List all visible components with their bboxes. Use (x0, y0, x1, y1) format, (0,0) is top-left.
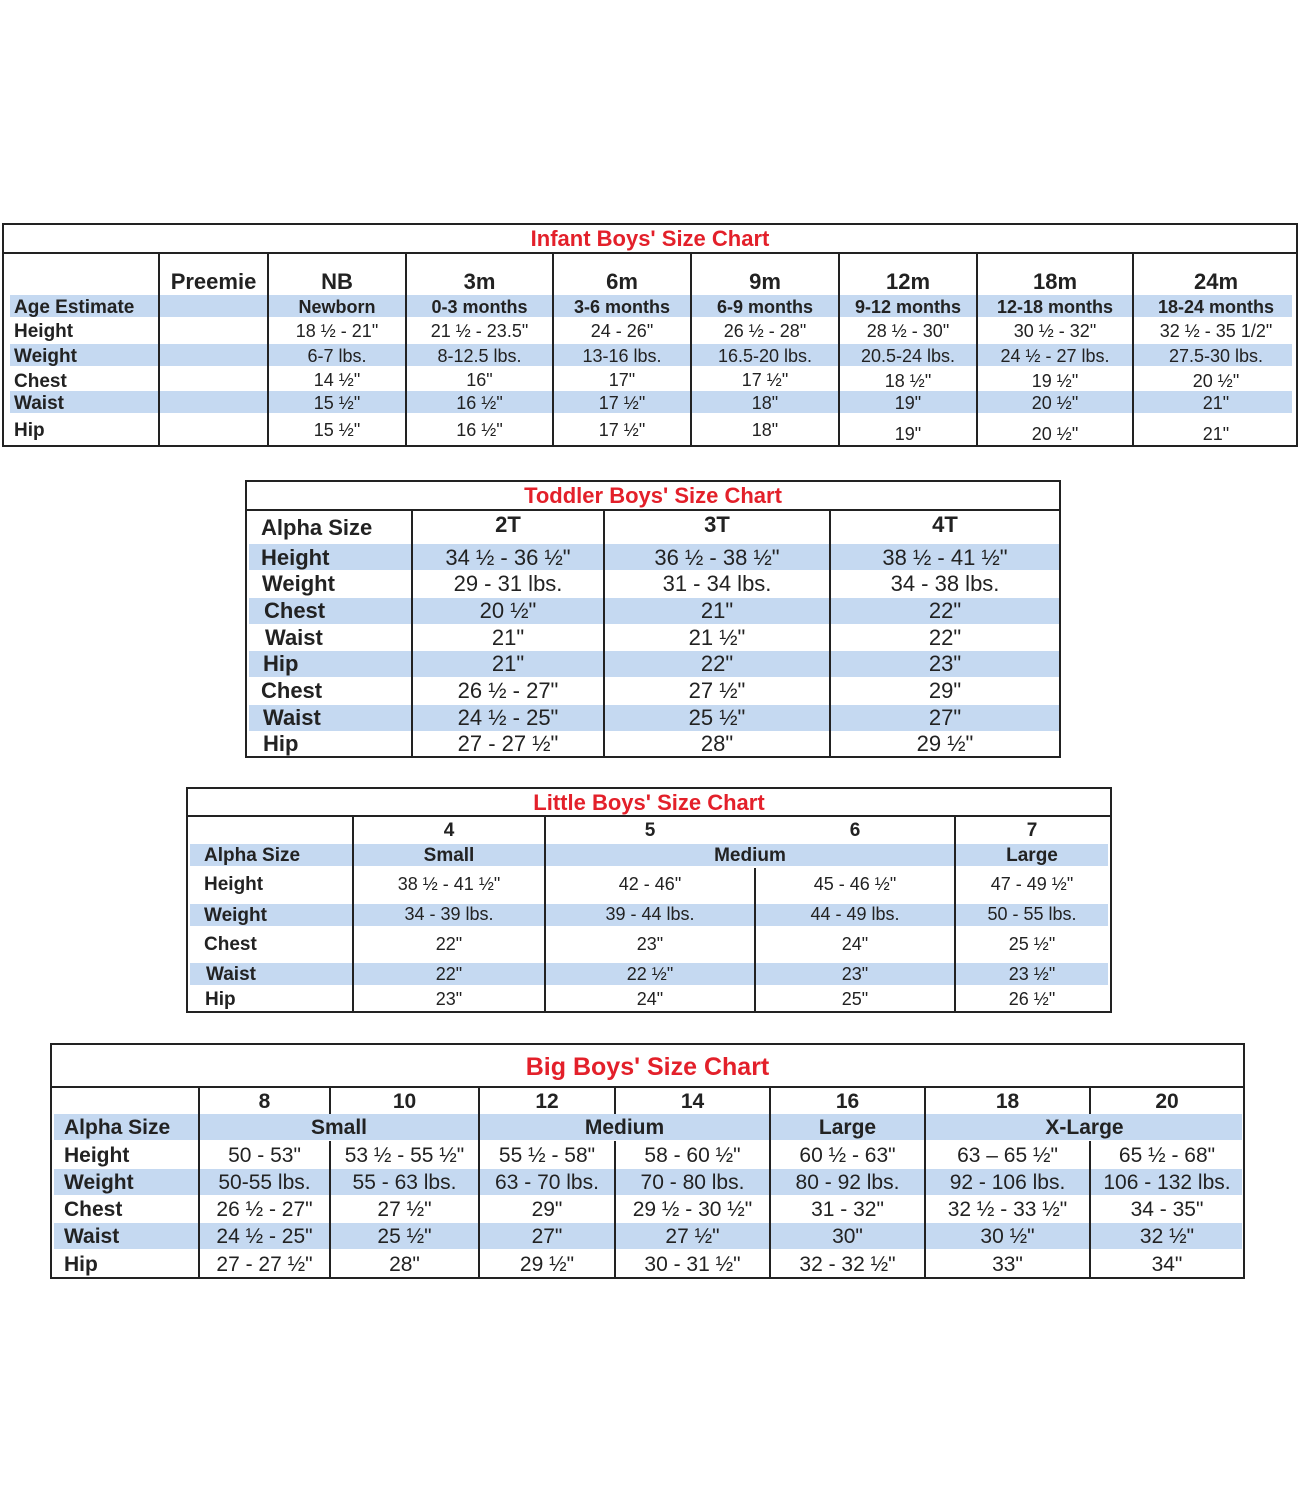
infant-cell: 28 ½ - 30" (866, 321, 950, 341)
infant-cell: 21 ½ - 23.5" (430, 321, 529, 341)
little-row-label: Waist (206, 964, 256, 985)
big-cell: 26 ½ - 27" (216, 1198, 313, 1221)
toddler-cell: 31 - 34 lbs. (662, 571, 772, 596)
toddler-cell: 21 ½" (688, 625, 746, 650)
infant-cell: 24 ½ - 27 lbs. (1000, 346, 1110, 366)
toddler-cell: 22" (928, 598, 962, 623)
infant-size-6m: 6m (606, 269, 638, 294)
little-cell: 22" (435, 934, 463, 954)
little-size-4: 4 (443, 820, 455, 841)
infant-cell: 20.5-24 lbs. (860, 346, 956, 366)
infant-cell: 19 ½" (1031, 371, 1079, 391)
big-cell: 63 – 65 ½" (957, 1144, 1058, 1167)
big-size-20: 20 (1155, 1090, 1179, 1113)
toddler-cell: 25 ½" (688, 705, 746, 730)
infant-cell: 21" (1202, 424, 1230, 444)
toddler-cell: 29 ½" (916, 731, 974, 756)
toddler-cell: 27 ½" (688, 678, 746, 703)
big-cell: 80 - 92 lbs. (795, 1171, 900, 1194)
infant-cell: 32 ½ - 35 1/2" (1159, 321, 1273, 341)
infant-cell: 20 ½" (1031, 393, 1079, 413)
big-alpha-large: Large (818, 1116, 877, 1139)
infant-cell: 17 ½" (598, 420, 646, 440)
toddler-cell: 34 - 38 lbs. (890, 571, 1000, 596)
toddler-cell: 26 ½ - 27" (457, 678, 559, 703)
infant-size-chart (2, 223, 1298, 447)
toddler-row-label: Hip (263, 651, 299, 676)
infant-cell: 18-24 months (1157, 297, 1275, 317)
big-cell: 50-55 lbs. (218, 1171, 311, 1194)
toddler-cell: 21" (700, 598, 734, 623)
big-alpha-medium: Medium (584, 1116, 665, 1139)
infant-cell: 19" (894, 393, 922, 413)
infant-cell: 0-3 months (431, 297, 528, 317)
little-cell: 25 ½" (1008, 934, 1056, 954)
infant-cell: 21" (1202, 393, 1230, 413)
infant-cell: 18 ½" (884, 371, 932, 391)
infant-cell: 20 ½" (1192, 371, 1240, 391)
infant-cell: 15 ½" (313, 393, 361, 413)
toddler-cell: 34 ½ - 36 ½" (445, 545, 571, 570)
big-size-12: 12 (535, 1090, 559, 1113)
toddler-row-label: Waist (265, 625, 323, 650)
infant-row-label: Hip (14, 420, 45, 441)
infant-size-24m: 24m (1193, 269, 1239, 294)
toddler-cell: 29 - 31 lbs. (453, 571, 563, 596)
infant-size-preemie: Preemie (170, 269, 257, 294)
big-size-10: 10 (392, 1090, 417, 1113)
big-cell: 65 ½ - 68" (1118, 1144, 1216, 1167)
big-cell: 30" (832, 1225, 863, 1248)
toddler-cell: 21" (491, 625, 525, 650)
infant-cell: 16 ½" (456, 393, 503, 413)
toddler-cell: 27" (928, 705, 962, 730)
little-cell: 39 - 44 lbs. (605, 904, 695, 924)
infant-cell: 18" (751, 420, 779, 440)
big-row-label: Chest (64, 1198, 123, 1221)
infant-size-18m: 18m (1032, 269, 1078, 294)
infant-cell: 24 - 26" (590, 321, 654, 341)
little-size-5: 5 (644, 820, 656, 841)
big-size-16: 16 (835, 1090, 860, 1113)
little-row-label: Height (204, 874, 264, 895)
big-cell: 27 ½" (377, 1198, 432, 1221)
little-cell: 23 ½" (1008, 964, 1056, 984)
little-row-label: Chest (204, 934, 257, 955)
infant-cell: 18" (751, 393, 779, 413)
big-cell: 29 ½ - 30 ½" (632, 1198, 753, 1221)
big-cell: 58 - 60 ½" (644, 1144, 741, 1167)
big-cell: 28" (389, 1253, 420, 1276)
infant-cell: 8-12.5 lbs. (437, 346, 522, 366)
big-cell: 34" (1151, 1253, 1183, 1276)
infant-cell: 12-18 months (996, 297, 1114, 317)
infant-cell: 15 ½" (313, 420, 361, 440)
toddler-row-label: Hip (263, 731, 299, 756)
toddler-cell: 29" (928, 678, 962, 703)
infant-row-label: Chest (14, 371, 67, 392)
big-cell: 55 ½ - 58" (498, 1144, 596, 1167)
big-cell: 31 - 32" (811, 1198, 884, 1221)
little-cell: 23" (636, 934, 664, 954)
big-cell: 63 - 70 lbs. (495, 1171, 599, 1194)
little-size-7: 7 (1026, 820, 1038, 841)
big-cell: 60 ½ - 63" (799, 1144, 896, 1167)
little-chart-title: Little Boys' Size Chart (188, 789, 1110, 817)
big-alpha-x-large: X-Large (1045, 1116, 1124, 1139)
infant-row-label: Weight (14, 346, 77, 367)
toddler-cell: 22" (928, 625, 962, 650)
little-cell: 26 ½" (1008, 989, 1056, 1009)
toddler-cell: 28" (700, 731, 734, 756)
toddler-cell: 38 ½ - 41 ½" (882, 545, 1008, 570)
big-cell: 92 - 106 lbs. (949, 1171, 1066, 1194)
infant-cell: 20 ½" (1031, 424, 1079, 444)
big-cell: 34 - 35" (1130, 1198, 1204, 1221)
toddler-row-label: Waist (263, 705, 321, 730)
infant-size-9m: 9m (749, 269, 781, 294)
toddler-size-3t: 3T (704, 512, 730, 537)
toddler-chart-title: Toddler Boys' Size Chart (247, 482, 1059, 511)
big-cell: 29 ½" (519, 1253, 575, 1276)
big-row-label: Hip (64, 1253, 98, 1276)
little-cell: 23" (435, 989, 463, 1009)
little-row-label: Hip (205, 989, 236, 1010)
little-alpha-size-label: Alpha Size (204, 845, 301, 866)
little-cell: 38 ½ - 41 ½" (397, 874, 501, 894)
toddler-cell: 27 - 27 ½" (457, 731, 559, 756)
little-cell: 47 - 49 ½" (990, 874, 1074, 894)
big-cell: 32 ½" (1139, 1225, 1195, 1248)
infant-cell: 13-16 lbs. (582, 346, 662, 366)
big-cell: 30 ½" (980, 1225, 1035, 1248)
infant-cell: 16.5-20 lbs. (717, 346, 813, 366)
big-size-8: 8 (258, 1090, 271, 1113)
toddler-size-4t: 4T (932, 512, 958, 537)
toddler-size-2t: 2T (495, 512, 521, 537)
big-cell: 70 - 80 lbs. (640, 1171, 745, 1194)
big-cell: 24 ½ - 25" (216, 1225, 313, 1248)
big-size-18: 18 (995, 1090, 1020, 1113)
little-cell: 25" (841, 989, 869, 1009)
little-size-6: 6 (849, 820, 861, 841)
little-cell: 44 - 49 lbs. (810, 904, 900, 924)
infant-size-nb: NB (321, 269, 353, 294)
big-cell: 29" (531, 1198, 563, 1221)
infant-cell: 17" (608, 370, 636, 390)
little-alpha-medium: Medium (714, 845, 786, 866)
infant-cell: 26 ½ - 28" (723, 321, 807, 341)
infant-row-label: Height (14, 321, 74, 342)
little-cell: 50 - 55 lbs. (987, 904, 1077, 924)
infant-cell: 16 ½" (456, 420, 503, 440)
infant-row-label: Waist (14, 393, 64, 414)
big-cell: 32 ½ - 33 ½" (947, 1198, 1068, 1221)
big-row-label: Waist (64, 1225, 120, 1248)
little-row-label: Weight (204, 905, 267, 926)
big-chart-title: Big Boys' Size Chart (52, 1045, 1243, 1088)
infant-size-3m: 3m (463, 269, 496, 294)
toddler-cell: 20 ½" (479, 598, 537, 623)
toddler-cell: 24 ½ - 25" (457, 705, 559, 730)
little-cell: 24" (841, 934, 869, 954)
infant-cell: 3-6 months (573, 297, 670, 317)
infant-cell: 17 ½" (741, 370, 789, 390)
little-cell: 34 - 39 lbs. (404, 904, 494, 924)
infant-chart-title: Infant Boys' Size Chart (4, 225, 1296, 254)
infant-cell: 9-12 months (854, 297, 962, 317)
toddler-cell: 21" (491, 651, 525, 676)
infant-cell: 18 ½ - 21" (295, 321, 379, 341)
big-cell: 27 ½" (665, 1225, 720, 1248)
infant-cell: Newborn (298, 297, 376, 317)
toddler-row-label: Chest (261, 678, 323, 703)
big-cell: 106 - 132 lbs. (1103, 1171, 1231, 1194)
little-cell: 22" (435, 964, 463, 984)
big-cell: 32 - 32 ½" (799, 1253, 896, 1276)
toddler-row-label: Chest (264, 598, 326, 623)
infant-row-label: Age Estimate (14, 297, 135, 318)
infant-cell: 19" (894, 424, 922, 444)
toddler-cell: 22" (700, 651, 734, 676)
big-size-14: 14 (680, 1090, 705, 1113)
big-cell: 27 - 27 ½" (216, 1253, 313, 1276)
big-alpha-small: Small (310, 1116, 368, 1139)
big-cell: 53 ½ - 55 ½" (344, 1144, 465, 1167)
little-cell: 23" (841, 964, 869, 984)
little-cell: 22 ½" (626, 964, 674, 984)
infant-cell: 6-7 lbs. (307, 346, 367, 366)
toddler-cell: 23" (928, 651, 962, 676)
big-cell: 27" (531, 1225, 563, 1248)
toddler-size-chart (245, 480, 1061, 758)
little-alpha-large: Large (1006, 845, 1058, 866)
big-row-label: Height (64, 1144, 130, 1167)
little-cell: 24" (636, 989, 664, 1009)
big-alpha-size-label: Alpha Size (64, 1116, 171, 1139)
little-size-chart (186, 787, 1112, 1013)
little-cell: 45 - 46 ½" (813, 874, 897, 894)
infant-cell: 17 ½" (598, 393, 646, 413)
little-alpha-small: Small (423, 845, 475, 866)
big-size-chart (50, 1043, 1245, 1279)
big-cell: 30 - 31 ½" (644, 1253, 741, 1276)
big-cell: 50 - 53" (228, 1144, 301, 1167)
infant-cell: 6-9 months (716, 297, 813, 317)
infant-cell: 30 ½ - 32" (1013, 321, 1097, 341)
big-cell: 33" (992, 1253, 1023, 1276)
toddler-cell: 36 ½ - 38 ½" (654, 545, 780, 570)
infant-cell: 14 ½" (313, 370, 361, 390)
big-cell: 55 - 63 lbs. (352, 1171, 457, 1194)
toddler-row-label: Weight (262, 571, 335, 596)
infant-size-12m: 12m (885, 269, 931, 294)
big-cell: 25 ½" (377, 1225, 432, 1248)
little-cell: 42 - 46" (618, 874, 682, 894)
infant-cell: 16" (466, 370, 493, 390)
big-row-label: Weight (64, 1171, 134, 1194)
toddler-alpha-size-label: Alpha Size (261, 515, 373, 540)
toddler-row-label: Height (261, 545, 330, 570)
infant-cell: 27.5-30 lbs. (1168, 346, 1264, 366)
